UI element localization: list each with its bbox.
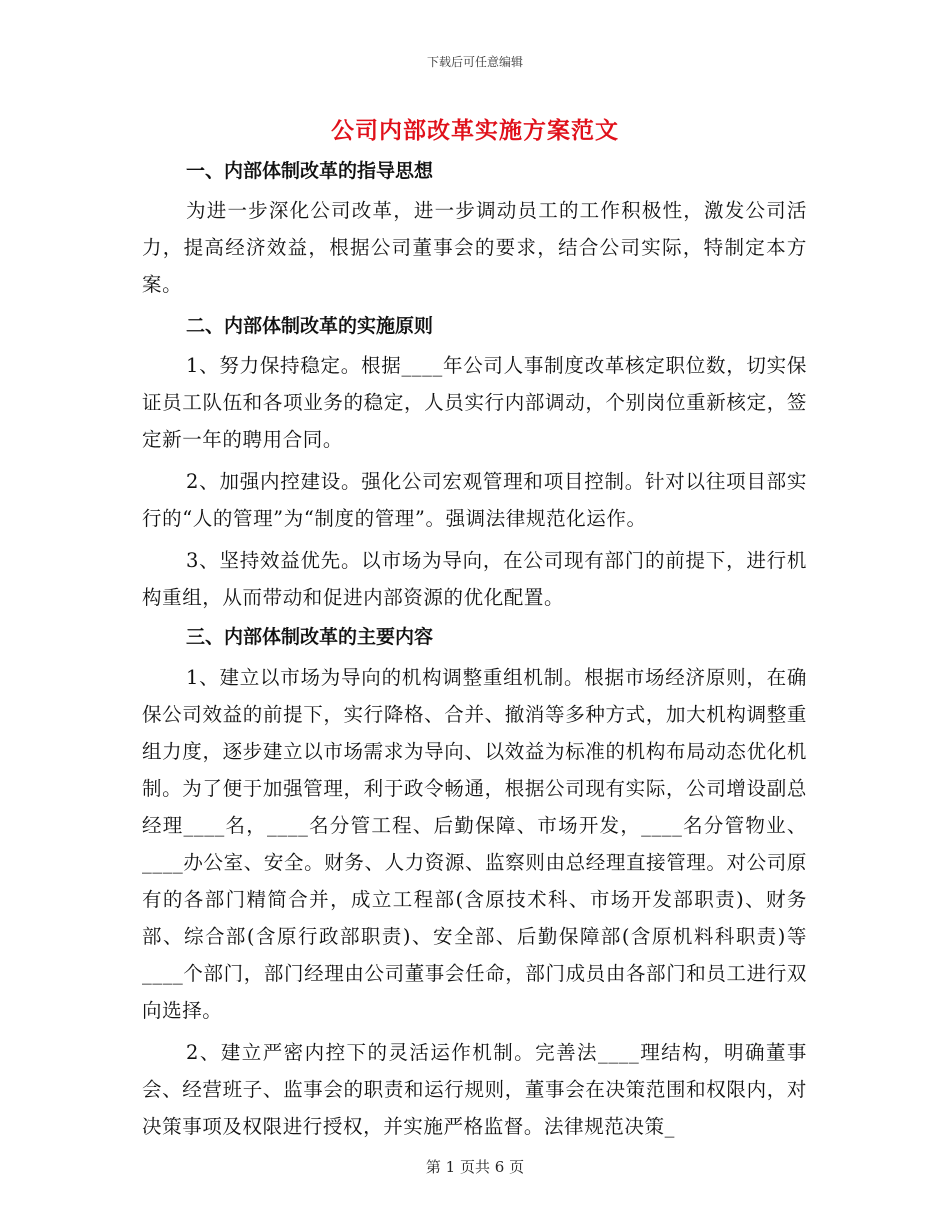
section-heading-3: 三、内部体制改革的主要内容 — [186, 626, 434, 648]
document-body — [142, 150, 807, 1145]
page-header: 下载后可任意编辑 — [426, 55, 523, 69]
paragraph-content-2: 2、建立严密内控下的灵活运作机制。完善法____理结构，明确董事会、经营班子、监事会的职责和运行规则，董事会在决策范围和权限内，对决策事项及权限进行授权，并实施严格监督。法律规范决策_ — [142, 1041, 807, 1138]
section-heading-2: 二、内部体制改革的实施原则 — [186, 315, 434, 337]
section-heading-1: 一、内部体制改革的指导思想 — [186, 160, 434, 182]
document-title: 公司内部改革实施方案范文 — [331, 117, 619, 144]
paragraph-principle-3: 3、坚持效益优先。以市场为导向，在公司现有部门的前提下，进行机构重组，从而带动和促进内部资源的优化配置。 — [142, 549, 807, 609]
paragraph-guiding-ideology: 为进一步深化公司改革，进一步调动员工的工作积极性，激发公司活力，提高经济效益，根据公司董事会的要求，结合公司实际，特制定本方案。 — [142, 199, 807, 296]
paragraph-principle-1: 1、努力保持稳定。根据____年公司人事制度改革核定职位数，切实保证员工队伍和各项业务的稳定，人员实行内部调动，个别岗位重新核定，签定新一年的聘用合同。 — [142, 354, 807, 451]
paragraph-principle-2: 2、加强内控建设。强化公司宏观管理和项目控制。针对以往项目部实行的“人的管理”为“制度的管理”。强调法律规范化运作。 — [142, 470, 807, 530]
page-footer: 第 1 页共 6 页 — [425, 1158, 525, 1176]
paragraph-content-1: 1、建立以市场为导向的机构调整重组机制。根据市场经济原则，在确保公司效益的前提下，实行降格、合并、撤消等多种方式，加大机构调整重组力度，逐步建立以市场需求为导向、以效益为标准的机构布局动态优化机制。为了便于加强管理，利于政令畅通，根据公司现有实际，公司增设副总经理____名，____名分管工程、后勤保障、市场开发，____名分管物业、____办公室、安全。财务、人力资源、监察则由总经理直接管理。对公司原有的各部门精简合并，成立工程部(含原技术科、市场开发部职责)、财务部、综合部(含原行政部职责)、安全部、后勤保障部(含原机料科职责)等____个部门，部门经理由公司董事会任命，部门成员由各部门和员工进行双向选择。 — [142, 666, 807, 1022]
